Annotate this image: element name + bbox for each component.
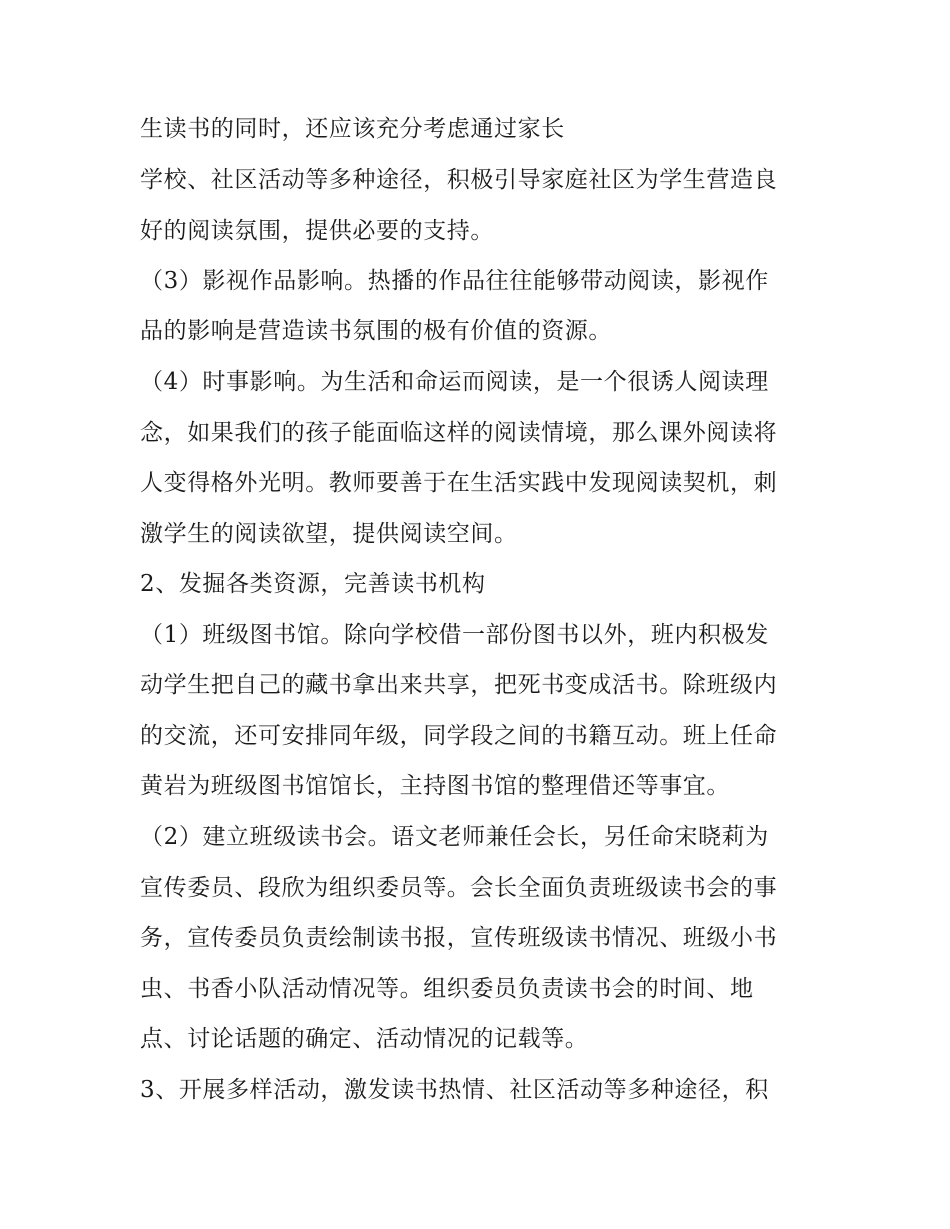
text-line: 激学生的阅读欲望，提供阅读空间。: [140, 521, 518, 547]
text-line: （1）班级图书馆。除向学校借一部份图书以外，班内积极发: [140, 622, 769, 648]
text-line: 品的影响是营造读书氛围的极有价值的资源。: [140, 318, 612, 344]
text-line: 点、讨论话题的确定、活动情况的记载等。: [140, 1026, 589, 1052]
text-line: 学校、社区活动等多种途径，积极引导家庭社区为学生营造良: [140, 167, 778, 193]
text-line: （3）影视作品影响。热播的作品往往能够带动阅读，影视作: [140, 268, 769, 294]
text-line: 念，如果我们的孩子能面临这样的阅读情境，那么课外阅读将: [140, 420, 778, 446]
text-line: 人变得格外光明。教师要善于在生活实践中发现阅读契机，刺: [140, 470, 778, 496]
text-line: 黄岩为班级图书馆馆长，主持图书馆的整理借还等事宜。: [140, 773, 730, 799]
text-line: 生读书的同时，还应该充分考虑通过家长: [140, 116, 565, 142]
text-line: 的交流，还可安排同年级，同学段之间的书籍互动。班上任命: [140, 723, 778, 749]
text-line: （4）时事影响。为生活和命运而阅读，是一个很诱人阅读理: [140, 369, 769, 395]
text-line: 动学生把自己的藏书拿出来共享，把死书变成活书。除班级内: [140, 672, 778, 698]
text-line: （2）建立班级读书会。语文老师兼任会长，另任命宋晓莉为: [140, 824, 769, 850]
section-heading: 2、发掘各类资源，完善读书机构: [140, 571, 486, 597]
text-line: 宣传委员、段欣为组织委员等。会长全面负责班级读书会的事: [140, 875, 778, 901]
section-heading: 3、开展多样活动，激发读书热情、社区活动等多种途径，积: [140, 1077, 769, 1103]
text-line: 虫、书香小队活动情况等。组织委员负责读书会的时间、地: [140, 976, 754, 1002]
text-line: 务，宣传委员负责绘制读书报，宣传班级读书情况、班级小书: [140, 925, 778, 951]
text-line: 好的阅读氛围，提供必要的支持。: [140, 218, 494, 244]
